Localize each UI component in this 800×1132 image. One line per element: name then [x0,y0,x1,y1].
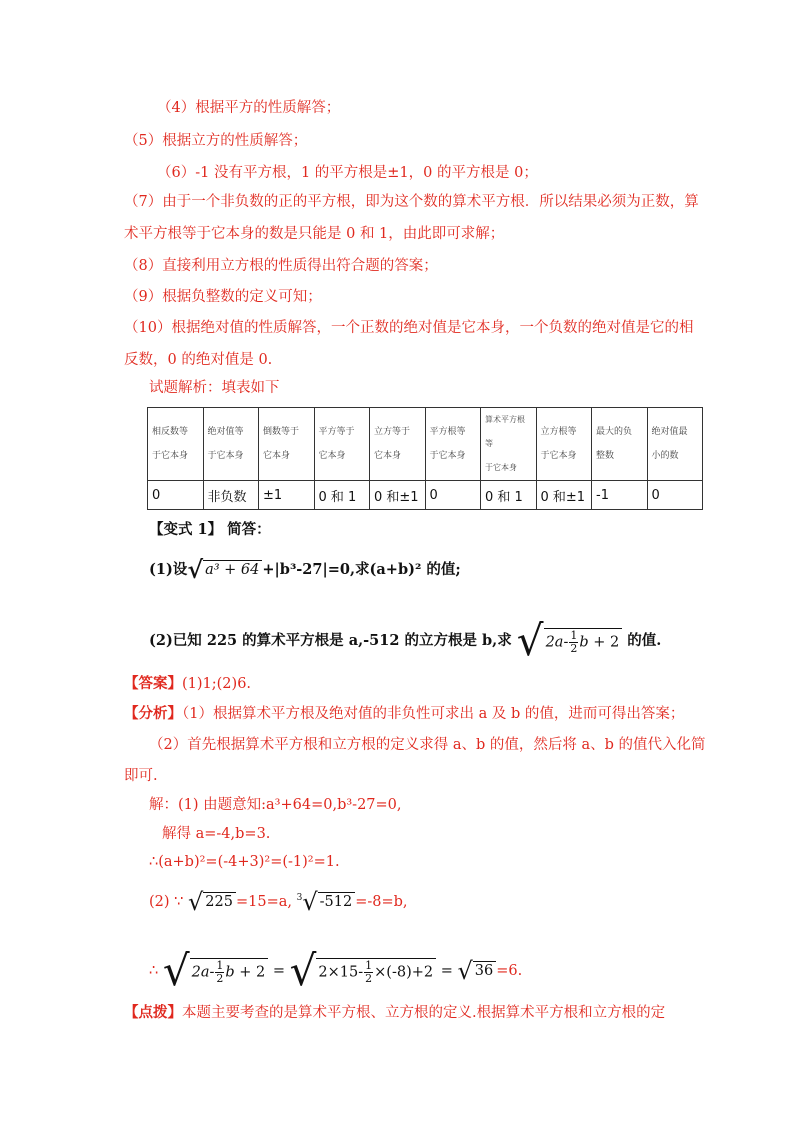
table-cell: 0 [425,481,481,510]
answer-table [147,407,703,510]
note-7-line2: 术平方根等于它本身的数是只能是 0 和 1，由此即可求解； [124,226,505,242]
s4-radicand-2: -512 [318,892,356,911]
s5-radicand-part2: ×(-8)+2 [374,964,434,980]
note-5: （5）根据立方的性质解答； [124,133,308,149]
tip-text: 本题主要考查的是算术平方根、立方根的定义.根据算术平方根和立方根的定 [182,1005,666,1021]
tip-label: 【点拨】 [124,1004,182,1021]
sqrt-symbol: √ 225 [188,890,236,914]
note-10-line2: 反数，0 的绝对值是 0. [124,352,273,368]
table-header-cell: 平方等于 它本身 [314,408,370,481]
table-cell: 非负数 [203,481,259,510]
table-row [148,481,703,510]
solution-step1: 解：(1) 由题意知:a³+64=0,b³-27=0, [149,797,402,813]
table-intro: 试题解析：填表如下 [149,380,280,396]
table-cell: 0 和 1 [481,481,537,510]
table-header-cell: 绝对值等 于它本身 [203,408,259,481]
table-header-cell: 绝对值最 小的数 [647,408,703,481]
table-header-cell: 平方根等 于它本身 [425,408,481,481]
question-2 [149,616,662,665]
table-cell: ±1 [259,481,315,510]
table-header-cell: 最大的负 整数 [592,408,648,481]
table-cell: 0 [148,481,204,510]
s4-radicand-1: 225 [203,892,236,911]
s4-prefix: (2) ∵ [149,894,184,910]
table-cell: 0 和±1 [536,481,592,510]
s5-radicand-part1: 2×15- [318,964,364,980]
sqrt-symbol: √ 2×15- $\frac{1}{2}$ ×(-8)+2 [290,950,436,992]
table-header-cell: 算术平方根等 于它本身 [481,408,537,481]
table-cell: 0 和 1 [314,481,370,510]
q1-prefix: (1)设 [149,561,188,578]
question-1 [149,555,461,584]
note-6: （6）-1 没有平方根，1 的平方根是±1，0 的平方根是 0； [157,165,538,181]
table-cell: 0 [647,481,703,510]
s4-end: =-8=b, [355,894,408,910]
note-10-line1: （10）根据绝对值的性质解答，一个正数的绝对值是它本身，一个负数的绝对值是它的相 [124,320,694,336]
table-header-cell: 立方根等 于它本身 [536,408,592,481]
cube-root-symbol: $^3$√ -512 [297,890,356,914]
q2-prefix: (2)已知 225 的算术平方根是 a,-512 的立方根是 b,求 [149,632,512,649]
cube-index: 3 [296,893,303,903]
q2-suffix: 的值. [627,632,662,649]
analysis-text: （1）根据算术平方根及绝对值的非负性可求出 a 及 b 的值，进而可得出答案； [182,706,685,722]
q1-radicand: a³ + 64 [203,560,262,579]
q1-suffix: +|b³-27|=0,求(a+b)² 的值; [262,561,461,578]
note-9: （9）根据负整数的定义可知； [124,289,322,305]
table-header-cell: 相反数等 于它本身 [148,408,204,481]
s4-mid: =15=a, [235,894,292,910]
tip [124,1003,665,1023]
sqrt-symbol: √ 2a- $\frac{1}{2}$ b + 2 [163,950,268,992]
answer-text: (1)1;(2)6. [182,676,252,692]
variant-heading: 【变式 1】 简答： [149,521,271,538]
answer [124,674,251,694]
solution-step2: 解得 a=-4,b=3. [162,826,271,842]
sqrt-symbol: √ a³ + 64 [187,558,262,582]
analysis-line3: 即可. [124,768,158,784]
s5-equals-2: = [440,963,453,979]
sqrt-symbol: √ 36 [458,959,497,983]
analysis-label: 【分析】 [124,705,182,722]
answer-label: 【答案】 [124,675,182,692]
note-7-line1: （7）由于一个非负数的正的平方根，即为这个数的算术平方根．所以结果必须为正数，算 [124,194,699,210]
solution-step3: ∴(a+b)²=(-4+3)²=(-1)²=1. [149,854,340,870]
table-header-row [148,408,703,481]
note-8: （8）直接利用立方根的性质得出符合题的答案； [124,258,438,274]
solution-step4 [149,890,408,914]
table-cell: 0 和±1 [370,481,426,510]
sqrt-symbol: √ 2a- $\frac{1}{2}$ b + 2 [517,620,622,662]
s5-prefix: ∴ [149,963,159,979]
s5-radicand-3: 36 [473,961,496,980]
note-4: （4）根据平方的性质解答； [157,100,341,116]
table-header-cell: 倒数等于 它本身 [259,408,315,481]
table-header-cell: 立方等于 它本身 [370,408,426,481]
analysis-line1 [124,704,684,724]
s5-end: =6. [496,963,523,979]
solution-step5 [149,946,523,995]
table-cell: -1 [592,481,648,510]
s5-equals: = [272,963,286,979]
analysis-line2: （2）首先根据算术平方根和立方根的定义求得 a、b 的值，然后将 a、b 的值代入化简 [149,737,706,753]
